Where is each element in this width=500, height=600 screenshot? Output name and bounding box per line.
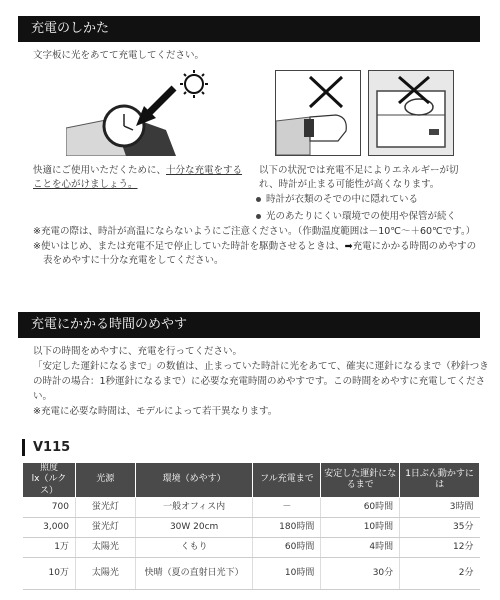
section-title-text: 充電にかかる時間のめやす [31, 317, 188, 332]
highlight-text: 十分な充電をする [166, 165, 243, 176]
left-note: 快適にご使用いただくために、十分な充電をする ことを心がけましょう。 [33, 165, 243, 191]
table-row: 3,000 蛍光灯 30W 20cm 180時間 10時間 35分 [23, 517, 480, 537]
watch-icon [66, 106, 176, 156]
right-note: 以下の状況では充電不足によりエネルギーが切 れ、時計が止まる可能性が高くなります。 [259, 165, 459, 191]
charge-time-table [22, 462, 480, 590]
table-row: 10万 太陽光 快晴（夏の直射日光下） 10時間 30分 2分 [23, 557, 480, 589]
sleeve-illustration [275, 70, 361, 156]
caution-text-1: ※充電の際は、時計が高温にならないようにご注意ください。（作動温度範囲は－10℃～＋60℃です。） [33, 226, 476, 237]
cross-icon [310, 77, 342, 107]
arrow-icon [136, 88, 174, 126]
header-environment: 環境（めやす） [135, 463, 253, 498]
intro-text: 文字板に光をあてて充電してください。 [33, 50, 205, 61]
watch-sun-illustration [66, 70, 246, 156]
section-title-charging [18, 16, 480, 42]
section2-line2: 「安定した運針になるまで」の数値は、止まっていた時計に光をあてて、確実に運針になるまで（秒針つき [33, 361, 489, 372]
section2-line4: い。 [33, 391, 53, 402]
caution-text-2: ※使いはじめ、または充電不足で停止していた時計を駆動させるときは、➡充電にかかる時間のめやすの 表をめやすに十分な充電をしてください。 [33, 241, 477, 267]
table-row: 700 蛍光灯 一般オフィス内 － 60時間 3時間 [23, 497, 480, 517]
bullet-item: 光のあたりにくい環境での使用や保管が続く [256, 210, 456, 224]
section-title-text: 充電のしかた [31, 21, 110, 36]
section-title-charge-time [18, 312, 480, 338]
header-illuminance: 照度 lx（ルクス） [23, 463, 76, 498]
table-row: 1万 太陽光 くもり 60時間 4時間 12分 [23, 537, 480, 557]
model-label: V115 [22, 439, 70, 456]
header-stable-operation: 安定した運針になるまで [321, 463, 400, 498]
bullet-icon [256, 214, 261, 219]
drawer-illustration [368, 70, 454, 156]
header-one-day: 1日ぶん動かすには [400, 463, 480, 498]
section2-line3: の時計の場合：1秒運針になるまで）に必要な充電時間のめやすです。この時間をめやすに充電してくださ [33, 376, 486, 387]
section2-note: ※充電に必要な時間は、モデルによって若干異なります。 [33, 406, 278, 417]
bullet-item: 時計が衣類のそでの中に隠れている [256, 193, 418, 207]
header-full-charge: フル充電まで [253, 463, 321, 498]
bullet-icon [256, 197, 261, 202]
table-header-row [23, 463, 480, 498]
section2-line1: 以下の時間をめやすに、充電を行ってください。 [33, 346, 243, 357]
sun-icon [180, 70, 208, 98]
header-light-source: 光源 [75, 463, 135, 498]
link-arrow-icon[interactable]: ➡ [344, 241, 353, 252]
